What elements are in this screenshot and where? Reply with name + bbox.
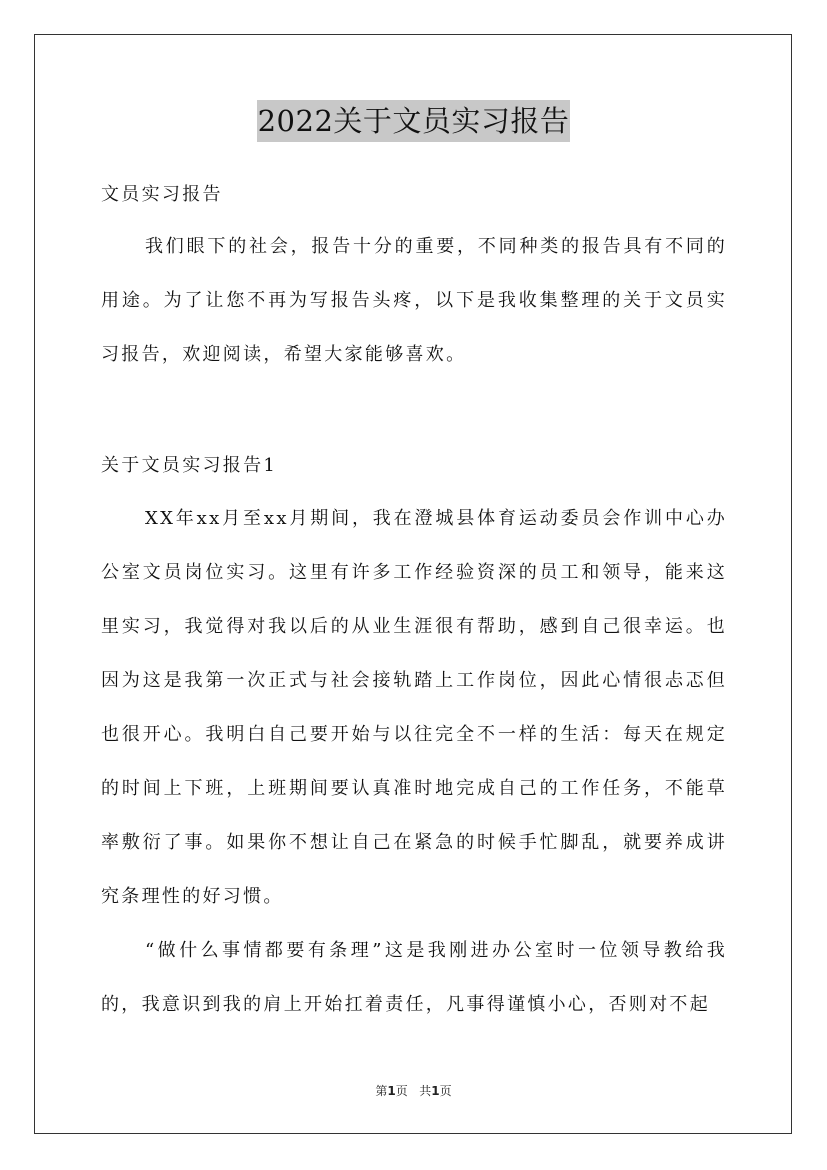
total-pages: 1 — [431, 1084, 440, 1098]
total-prefix: 共 — [419, 1084, 432, 1098]
body-paragraph-1: XX年xx月至xx月期间，我在澄城县体育运动委员会作训中心办公室文员岗位实习。这里有许多工作经验资深的员工和领导，能来这里实习，我觉得对我以后的从业生涯很有帮助，感到自己很幸运。也因为这是我第一次正式与社会接轨踏上工作岗位，因此心情很忐忑但也很开心。我明白自己要开始与以往完全不一样的生活：每天在规定的时间上下班，上班期间要认真准时地完成自己的工作任务，不能草率敷衍了事。如果你不想让自己在紧急的时候手忙脚乱，就要养成讲究条理性的好习惯。 — [101, 508, 727, 907]
section-heading: 文员实习报告 — [101, 184, 223, 205]
total-suffix: 页 — [439, 1084, 452, 1098]
page-footer — [0, 1082, 827, 1099]
page-suffix: 页 — [395, 1084, 408, 1098]
intro-paragraph: 我们眼下的社会，报告十分的重要，不同种类的报告具有不同的用途。为了让您不再为写报告头疼，以下是我收集整理的关于文员实习报告，欢迎阅读，希望大家能够喜欢。 — [101, 236, 727, 365]
body-paragraph-2: “做什么事情都要有条理”这是我刚进办公室时一位领导教给我的，我意识到我的肩上开始扛着责任，凡事得谨慎小心，否则对不起 — [101, 940, 727, 1015]
sub-heading: 关于文员实习报告1 — [101, 455, 278, 476]
document-title — [0, 100, 827, 142]
page-number: 1 — [387, 1084, 396, 1098]
document-title-text: 2022关于文员实习报告 — [257, 100, 571, 142]
page-prefix: 第 — [375, 1084, 388, 1098]
